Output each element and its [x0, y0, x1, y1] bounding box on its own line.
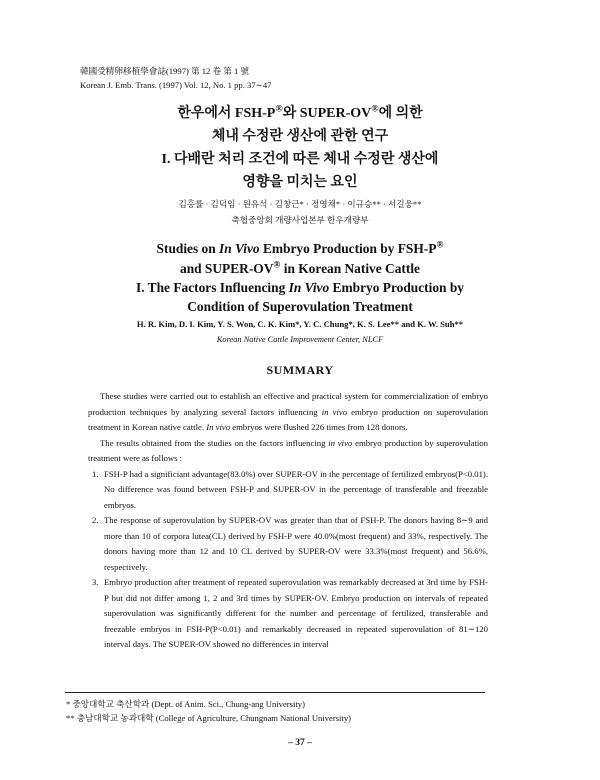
english-title-line-3: I. The Factors Influencing In Vivo Embryo Production by [136, 280, 464, 295]
summary-paragraph-1: These studies were carried out to establish an effective and practical system for commercialization of embryo production techniques by analyzing several factors influencing in vivo embryo production on superovulation treatment in Korean native cattle. In vivo embryos were flushed 226 times from 128 donors. [88, 391, 488, 432]
citation-header: Korean J. Emb. Trans. (1997) Vol. 12, No. 1 pp. 37∼47 [80, 80, 272, 90]
result-item-3: 3. Embryo production after treatment of repeated superovulation was remarkably decreased at 3rd time by FSH-P but did not differ among 1, 2 and 3rd times by SUPER-OV. Embryo production on intervals of repeated superovulation was significantly different for the number and percentage of fertilized, transferable and freezable embryos in FSH-P(P<0.01) and remarkably decreased in repeated superovulation of 81∼120 interval days. The SUPER-OV showed no differences in interval [92, 577, 488, 649]
korean-authors: 김홍률 · 김덕임 · 원유석 · 김창근* · 정영채* · 이규승** · 서길웅** [178, 199, 422, 209]
summary-paragraph-2: The results obtained from the studies on the factors influencing in vivo embryo production by superovulation treatment were as follows : [88, 437, 488, 463]
journal-header: 韓國受精卵移植學會誌(1997) 第 12 卷 第 1 號 [80, 66, 250, 76]
korean-title-line-4: 영향을 미치는 요인 [242, 175, 358, 190]
page-number: – 37 – [288, 738, 312, 748]
english-title-line-2: and SUPER-OV® in Korean Native Cattle [180, 260, 420, 276]
footnote-1: * 중앙대학교 축산학과 (Dept. of Anim. Sci., Chung-ang University) [66, 699, 305, 709]
summary-body [88, 389, 488, 653]
footnote-2: ** 충남대학교 농과대학 (College of Agriculture, Chungnam National University) [66, 713, 351, 723]
footnote-divider [65, 692, 485, 693]
korean-title-line-2: 체내 수정란 생산에 관한 연구 [211, 129, 389, 144]
result-item-1: 1. FSH-P had a significiant advantage(83.0%) over SUPER-OV in the percentage of fertilized embryos(P<0.01). No difference was found between FSH-P and SUPER-OV in the percentage of transferable and freezable embryos. [92, 468, 488, 510]
summary-heading: SUMMARY [266, 363, 334, 377]
korean-affiliation: 축협중앙회 개량사업본부 한우개량부 [231, 215, 369, 225]
english-affiliation: Korean Native Cattle Improvement Center, NLCF [216, 335, 384, 344]
korean-title-line-3: I. 다배란 처리 조건에 따른 체내 수정란 생산에 [161, 152, 439, 167]
english-title-line-4: Condition of Superovulation Treatment [187, 299, 413, 314]
english-authors: H. R. Kim, D. I. Kim, Y. S. Won, C. K. Kim*, Y. C. Chung*, K. S. Lee** and K. W. Suh** [136, 319, 464, 329]
result-item-2: 2. The response of superovulation by SUPER-OV was greater than that of FSH-P. The donors having 8∼9 and more than 10 of corpora lutea(CL) derived by FSH-P were 40.0%(most frequent) and 33%, respectively. The donors having more than 12 and 10 CL derived by SUPER-OV were 33.3%(most frequent) and 56.6%, respectively. [92, 515, 488, 572]
english-title-line-1: Studies on In Vivo Embryo Production by FSH-P® [156, 240, 444, 256]
korean-title-line-1: 한우에서 FSH-P®와 SUPER-OV®에 의한 [177, 103, 423, 121]
